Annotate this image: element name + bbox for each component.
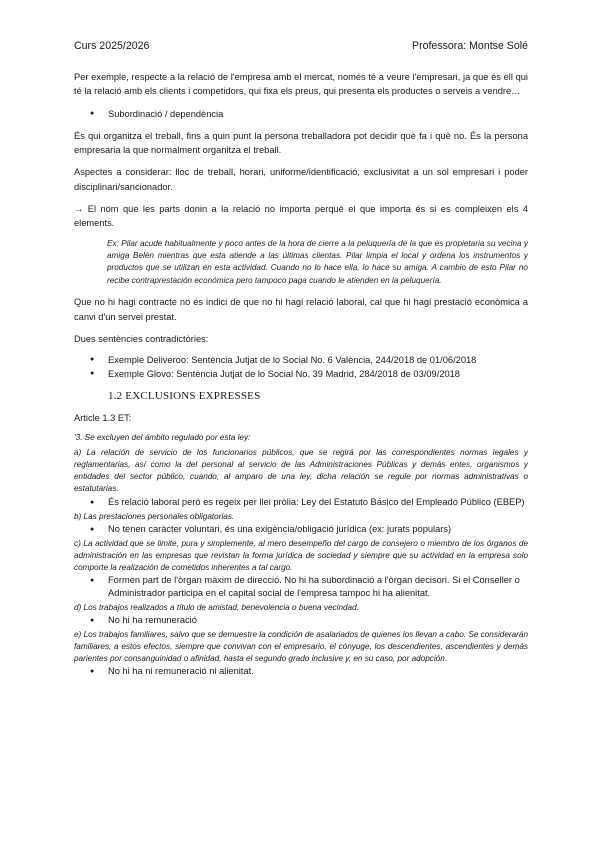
teacher-label: Professora: Montse Solé [412, 40, 528, 52]
note-c: ● Formen part de l'òrgan màxim de direcció. No hi ha subordinació a l'òrgan decisori. Si el Conseller o Administrador participa en el capital social de l'empresa tampoc hi ha alienitat. [74, 574, 528, 600]
intro-paragraph: Per exemple, respecte a la relació de l'empresa amb el mercat, només té a veure l'empresari, ja que és ell qui té la relació amb els clients i competidors, qui fixa els preus, qui presenta els productes o serveis a vendre… [74, 72, 528, 97]
note-e: ● No hi ha ni remuneració ni alienitat. [74, 665, 528, 678]
law-item-e: e) Los trabajos familiares, salvo que se demuestre la condición de asalariados de quienes los llevan a cabo. Se considerarán familiares, a estos efectos, siempre que convivan con el empresario, el cónyuge, los descendientes, ascendientes y demás parientes por consanguinidad o afinidad, hasta el segundo grado inclusive y, en su caso, por adopción. [74, 630, 528, 664]
law-item-b: b) Las prestaciones personales obligatorias. [74, 511, 235, 521]
law-item-d: d) Los trabajos realizados a título de amistad, benevolencia o buena vecindad. [74, 602, 359, 612]
law-item-c: c) La actividad que se limite, pura y simplemente, al mero desempeño del cargo de consejero o miembro de los órganos de administración en las empresas que revistan la forma jurídica de sociedad y siempre que su actividad en la empresa solo comporte la realización de cometidos inherentes a tal cargo. [74, 538, 528, 572]
sentence-item: ● Exemple Deliveroo: Sentència Jutjat de lo Social No. 6 València, 244/2018 de 01/06/2018 [74, 353, 528, 367]
course-label: Curs 2025/2026 [74, 40, 150, 52]
note-a: ● És relació laboral però es regeix per llei pròlia: Ley del Estatuto Básico del Empleado Público (EBEP) [74, 496, 528, 509]
page-header [74, 40, 528, 54]
section-heading: 1.2 EXCLUSIONS EXPRESSES [108, 389, 261, 402]
name-note-paragraph: → El nom que les parts donin a la relació no importa perquè el que importa és si es compleixen els 4 elements. [74, 204, 528, 229]
sentence-item: ● Exemple Glovo: Sentència Jutjat de lo Social No. 39 Madrid, 284/2018 de 03/09/2018 [74, 367, 528, 381]
bullet-subordination: ● Subordinació / dependència [74, 107, 528, 121]
document-body [74, 70, 528, 678]
sentences-title: Dues sentències contradictòries: [74, 333, 209, 344]
law-item-a: a) La relación de servicio de los funcionarios públicos, que se regirá por las correspondientes normas legales y reglamentarias, así como la del personal al servicio de las Administraciones Públicas y demás entes, organismos y entidades del sector público, cuando, al amparo de una ley, dicha relación se regule por normas administrativas o estatutarias. [74, 448, 528, 494]
note-b: ● No tenen caràcter voluntari, és una exigència/obligació jurídica (ex: jurats populars) [74, 523, 528, 536]
aspects-paragraph: Aspectes a considerar: lloc de treball, horari, uniforme/identificació, exclusivitat a un sol empresari i poder disciplinari/sancionador. [74, 167, 528, 192]
note-d: ● No hi ha remuneració [74, 614, 528, 627]
article-label: Article 1.3 ET: [74, 412, 132, 423]
contract-note-paragraph: Que no hi hagi contracte no és indici de que no hi hagi relació laboral, cal que hi hagi prestació econòmica a canvi d'un servei prestat. [74, 297, 528, 322]
law-lead: '3. Se excluyen del ámbito regulado por esta ley: [74, 433, 251, 443]
example-paragraph: Ex: Pilar acude habitualmente y poco antes de la hora de cierre a la peluquería de la que es propietaria su vecina y amiga Belén mientras que esta atiende a las últimas clientas. Pilar limpia el local y ordena los instrumentos y productos que se utilizan en esta actividad. Cuando no lo hace ella, lo hace su amiga. A cambio de esto Pilar no recibe contraprestación económica pero tampoco paga cuando le atienden en la peluquería. [107, 238, 528, 285]
subordination-paragraph: És qui organitza el treball, fins a quin punt la persona treballadora pot decidir què fa i què no. És la persona empresaria la que normalment organitza el treball. [74, 130, 528, 156]
